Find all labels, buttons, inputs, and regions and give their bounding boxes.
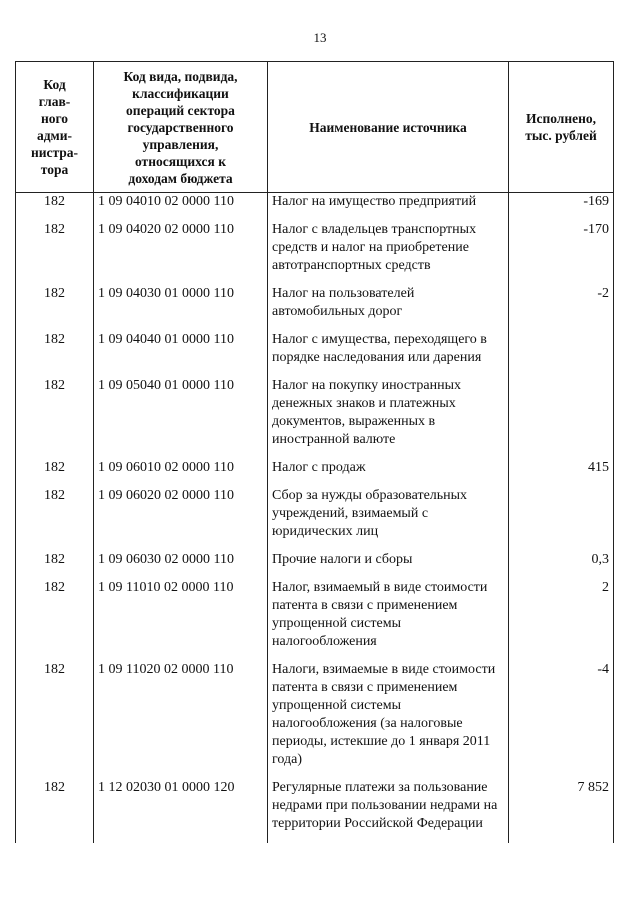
source-name-cell: Регулярные платежи за пользование недрами при пользовании недрами на территории Российской Федерации <box>268 779 509 843</box>
amount-cell: -4 <box>509 661 614 779</box>
source-name-cell: Налог с продаж <box>268 459 509 487</box>
classification-code-cell: 1 09 06010 02 0000 110 <box>94 459 268 487</box>
classification-code-cell: 1 09 06030 02 0000 110 <box>94 551 268 579</box>
header-source-name: Наименование источника <box>268 62 509 193</box>
admin-code-cell: 182 <box>16 459 94 487</box>
classification-code-cell: 1 09 04030 01 0000 110 <box>94 285 268 331</box>
classification-code-cell: 1 09 04010 02 0000 110 <box>94 193 268 222</box>
source-name-cell: Налог на имущество предприятий <box>268 193 509 222</box>
admin-code-cell: 182 <box>16 661 94 779</box>
classification-code-cell: 1 09 06020 02 0000 110 <box>94 487 268 551</box>
admin-code-cell: 182 <box>16 551 94 579</box>
source-name-cell: Налог на пользователей автомобильных дорог <box>268 285 509 331</box>
source-name-cell: Налог с имущества, переходящего в порядке наследования или дарения <box>268 331 509 377</box>
classification-code-cell: 1 09 11010 02 0000 110 <box>94 579 268 661</box>
table-row <box>16 221 614 285</box>
header-admin-code: Код глав- ного адми- нистра- тора <box>16 62 94 193</box>
amount-cell <box>509 377 614 459</box>
classification-code-cell: 1 09 04040 01 0000 110 <box>94 331 268 377</box>
classification-code-cell: 1 12 02030 01 0000 120 <box>94 779 268 843</box>
amount-cell: -170 <box>509 221 614 285</box>
table-row <box>16 579 614 661</box>
admin-code-cell: 182 <box>16 377 94 459</box>
header-executed: Исполнено, тыс. рублей <box>509 62 614 193</box>
admin-code-cell: 182 <box>16 487 94 551</box>
table-row <box>16 331 614 377</box>
amount-cell: 0,3 <box>509 551 614 579</box>
revenue-table <box>15 61 614 843</box>
admin-code-cell: 182 <box>16 579 94 661</box>
amount-cell: 415 <box>509 459 614 487</box>
admin-code-cell: 182 <box>16 221 94 285</box>
amount-cell: -2 <box>509 285 614 331</box>
source-name-cell: Налог, взимаемый в виде стоимости патента в связи с применением упрощенной системы налогообложения <box>268 579 509 661</box>
table-row <box>16 487 614 551</box>
amount-cell: 2 <box>509 579 614 661</box>
amount-cell <box>509 331 614 377</box>
table-row <box>16 377 614 459</box>
admin-code-cell: 182 <box>16 779 94 843</box>
admin-code-cell: 182 <box>16 193 94 222</box>
page-number: 13 <box>313 30 327 45</box>
amount-cell: -169 <box>509 193 614 222</box>
classification-code-cell: 1 09 05040 01 0000 110 <box>94 377 268 459</box>
amount-cell <box>509 487 614 551</box>
table-row <box>16 661 614 779</box>
table-row <box>16 551 614 579</box>
admin-code-cell: 182 <box>16 285 94 331</box>
classification-code-cell: 1 09 04020 02 0000 110 <box>94 221 268 285</box>
classification-code-cell: 1 09 11020 02 0000 110 <box>94 661 268 779</box>
admin-code-cell: 182 <box>16 331 94 377</box>
table-row <box>16 285 614 331</box>
source-name-cell: Сбор за нужды образовательных учреждений, взимаемый с юридических лиц <box>268 487 509 551</box>
table-row <box>16 779 614 843</box>
source-name-cell: Налог с владельцев транспортных средств и налог на приобретение автотранспортных средств <box>268 221 509 285</box>
header-classification-code: Код вида, подвида, классификации операций сектора государственного управления, относящихся к доходам бюджета <box>94 62 268 193</box>
source-name-cell: Прочие налоги и сборы <box>268 551 509 579</box>
table-header-row <box>16 62 614 193</box>
source-name-cell: Налог на покупку иностранных денежных знаков и платежных документов, выраженных в иностранной валюте <box>268 377 509 459</box>
source-name-cell: Налоги, взимаемые в виде стоимости патента в связи с применением упрощенной системы налогообложения (за налоговые периоды, истекшие до 1 января 2011 года) <box>268 661 509 779</box>
amount-cell: 7 852 <box>509 779 614 843</box>
table-row <box>16 459 614 487</box>
table-row <box>16 193 614 222</box>
